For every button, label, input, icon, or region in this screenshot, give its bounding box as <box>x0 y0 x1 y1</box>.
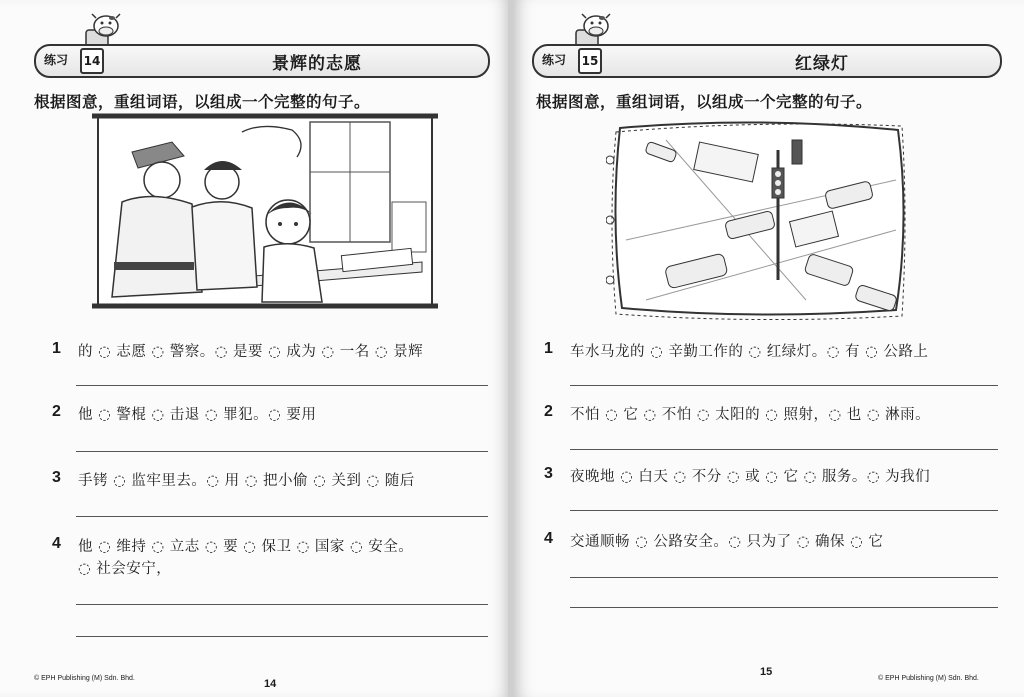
question-number: 1 <box>544 340 553 357</box>
question-text-continued: ◌ 社会安宁， <box>78 561 172 577</box>
left-page <box>0 0 510 697</box>
exercise-title: 景辉的志愿 <box>272 54 362 74</box>
instruction-text: 根据图意，重组词语，以组成一个完整的句子。 <box>34 93 371 111</box>
question-number: 2 <box>52 403 61 420</box>
question-text: 不怕 ◌ 它 ◌ 不怕 ◌ 太阳的 ◌ 照射，◌ 也 ◌ 淋雨。 <box>570 407 931 423</box>
answer-line[interactable] <box>76 636 488 637</box>
exercise-tag: 练习 <box>542 53 567 67</box>
question-text: 他 ◌ 警棍 ◌ 击退 ◌ 罪犯。◌ 要用 <box>78 407 317 423</box>
answer-line[interactable] <box>570 449 998 450</box>
exercise-title: 红绿灯 <box>795 54 849 74</box>
answer-line[interactable] <box>76 385 488 386</box>
copyright-text: © EPH Publishing (M) Sdn. Bhd. <box>878 675 979 682</box>
instruction-text: 根据图意，重组词语，以组成一个完整的句子。 <box>536 93 873 111</box>
question-number: 3 <box>52 469 61 486</box>
answer-line[interactable] <box>570 577 998 578</box>
exercise-banner <box>34 44 490 78</box>
question-number: 1 <box>52 340 61 357</box>
page-number: 15 <box>760 666 773 678</box>
page-number: 14 <box>264 678 277 690</box>
question-text: 他 ◌ 维持 ◌ 立志 ◌ 要 ◌ 保卫 ◌ 国家 ◌ 安全。 <box>78 539 414 555</box>
question-number: 3 <box>544 465 553 482</box>
question-number: 2 <box>544 403 553 420</box>
right-page <box>514 0 1024 697</box>
question-text: 手铐 ◌ 监牢里去。◌ 用 ◌ 把小偷 ◌ 关到 ◌ 随后 <box>78 473 415 489</box>
exercise-number: 14 <box>80 48 104 74</box>
police-illustration <box>92 112 438 312</box>
answer-line[interactable] <box>76 451 488 452</box>
exercise-tag: 练习 <box>44 53 69 67</box>
traffic-light-illustration <box>606 120 912 320</box>
answer-line[interactable] <box>570 607 998 608</box>
question-number: 4 <box>52 535 61 552</box>
answer-line[interactable] <box>570 510 998 511</box>
question-text: 的 ◌ 志愿 ◌ 警察。◌ 是要 ◌ 成为 ◌ 一名 ◌ 景辉 <box>78 344 424 360</box>
exercise-number: 15 <box>578 48 602 74</box>
answer-line[interactable] <box>76 604 488 605</box>
question-number: 4 <box>544 530 553 547</box>
answer-line[interactable] <box>570 385 998 386</box>
copyright-text: © EPH Publishing (M) Sdn. Bhd. <box>34 675 135 682</box>
question-text: 车水马龙的 ◌ 辛勤工作的 ◌ 红绿灯。◌ 有 ◌ 公路上 <box>570 344 929 360</box>
question-text: 夜晚地 ◌ 白天 ◌ 不分 ◌ 或 ◌ 它 ◌ 服务。◌ 为我们 <box>570 469 931 485</box>
question-text: 交通顺畅 ◌ 公路安全。◌ 只为了 ◌ 确保 ◌ 它 <box>570 534 884 550</box>
answer-line[interactable] <box>76 516 488 517</box>
exercise-banner <box>532 44 1002 78</box>
